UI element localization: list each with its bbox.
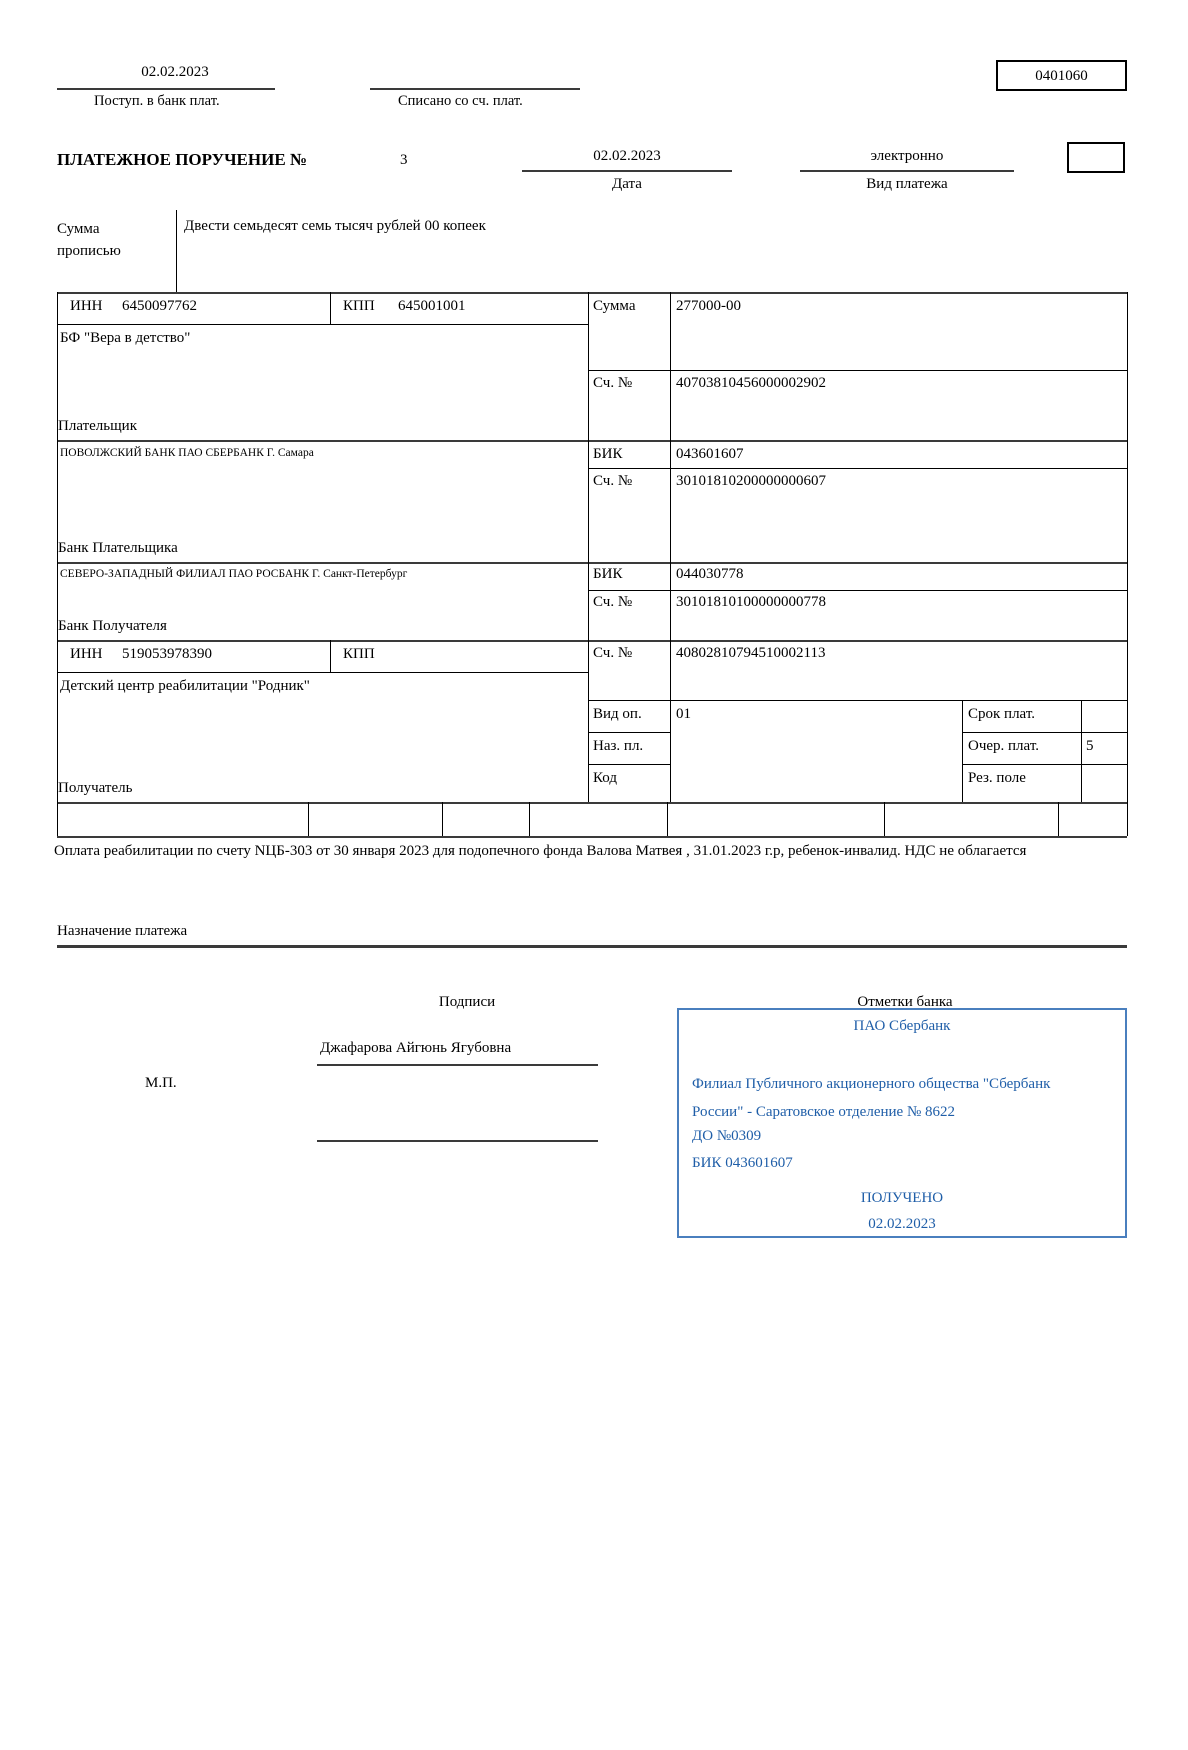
table-border	[57, 640, 1127, 642]
payee-inn-label: ИНН	[70, 646, 103, 662]
payer-bank-account-label: Сч. №	[593, 473, 633, 489]
seal-place-label: М.П.	[145, 1075, 177, 1091]
payment-purpose-line	[57, 945, 1127, 948]
stamp-date: 02.02.2023	[868, 1216, 936, 1232]
due-date-label: Срок плат.	[968, 706, 1036, 722]
payee-bank-bik-value: 044030778	[676, 566, 744, 582]
payment-purpose-text: Оплата реабилитации по счету NЦБ-303 от 30 января 2023 для подопечного фонда Валова Матвея , 31.01.2023 г.р, ребенок-инвалид. НДС не облагается	[54, 843, 1027, 859]
table-border	[670, 292, 671, 802]
extra-field-divider	[442, 802, 443, 836]
payment-kind-label: Вид платежа	[866, 176, 948, 192]
table-border	[57, 836, 1127, 838]
payee-bank-account-value: 30101810100000000778	[676, 594, 826, 610]
payment-kind-line	[800, 170, 1014, 172]
op-kind-label: Вид оп.	[593, 706, 642, 722]
payee-kpp-label: КПП	[343, 646, 375, 662]
payee-inn-value: 519053978390	[122, 646, 212, 662]
extra-field-divider	[529, 802, 530, 836]
payee-bank-bik-label: БИК	[593, 566, 623, 582]
document-title: ПЛАТЕЖНОЕ ПОРУЧЕНИЕ №	[57, 150, 308, 169]
stamp-branch: Филиал Публичного акционерного общества "Сбербанк России" - Саратовское отделение № 8622	[692, 1076, 1051, 1120]
signature-line-2	[317, 1140, 598, 1142]
signature-line-1	[317, 1064, 598, 1066]
received-in-bank-date: 02.02.2023	[141, 64, 209, 80]
debited-label: Списано со сч. плат.	[398, 93, 523, 109]
payer-bank-name: ПОВОЛЖСКИЙ БАНК ПАО СБЕРБАНК Г. Самара	[60, 447, 314, 459]
payer-inn-label: ИНН	[70, 298, 103, 314]
priority-label: Очер. плат.	[968, 738, 1039, 754]
payer-bank-account-value: 30101810200000000607	[676, 473, 826, 489]
priority-value: 5	[1086, 738, 1094, 754]
payer-bank-bik-label: БИК	[593, 446, 623, 462]
signer-name: Джафарова Айгюнь Ягубовна	[320, 1040, 512, 1056]
payee-account-label: Сч. №	[593, 645, 633, 661]
received-in-bank-line	[57, 88, 275, 90]
payee-bank-name: СЕВЕРО-ЗАПАДНЫЙ ФИЛИАЛ ПАО РОСБАНК Г. Санкт-Петербург	[60, 568, 408, 580]
table-border	[57, 440, 1127, 442]
date-line	[522, 170, 732, 172]
table-border	[330, 640, 331, 672]
document-date: 02.02.2023	[593, 148, 661, 164]
form-code-box: 0401060	[996, 60, 1127, 91]
payee-label: Получатель	[58, 780, 133, 796]
payment-kind-value: электронно	[870, 148, 944, 164]
table-border	[57, 292, 58, 836]
table-border	[57, 292, 1127, 294]
extra-field-divider	[308, 802, 309, 836]
payer-label: Плательщик	[58, 418, 137, 434]
sum-value: 277000-00	[676, 298, 741, 314]
table-border	[57, 802, 1127, 804]
received-in-bank-label: Поступ. в банк плат.	[94, 93, 220, 109]
table-border	[588, 292, 589, 802]
table-border	[588, 468, 1127, 469]
payer-kpp-label: КПП	[343, 298, 375, 314]
amount-words-divider	[176, 210, 177, 292]
payee-bank-account-label: Сч. №	[593, 594, 633, 610]
payment-type-checkbox	[1067, 142, 1125, 173]
amount-words-value: Двести семьдесят семь тысяч рублей 00 копеек	[184, 218, 486, 234]
table-border	[57, 672, 588, 673]
table-border	[588, 590, 1127, 591]
payer-bank-bik-value: 043601607	[676, 446, 744, 462]
date-label: Дата	[612, 176, 642, 192]
table-border	[588, 732, 670, 733]
amount-words-label: Сумма прописью	[57, 221, 121, 259]
payer-name: БФ "Вера в детство"	[60, 330, 191, 346]
table-border	[330, 292, 331, 324]
bank-marks-title: Отметки банка	[857, 994, 953, 1010]
table-border	[962, 732, 1127, 733]
payee-name: Детский центр реабилитации "Родник"	[60, 678, 310, 694]
extra-field-divider	[667, 802, 668, 836]
payment-purpose-label: Назначение платежа	[57, 923, 188, 939]
payer-account-label: Сч. №	[593, 375, 633, 391]
payer-kpp-value: 645001001	[398, 298, 466, 314]
extra-field-divider	[1058, 802, 1059, 836]
table-border	[588, 370, 1127, 371]
table-border	[1127, 292, 1128, 836]
table-border	[588, 764, 670, 765]
debited-line	[370, 88, 580, 90]
extra-field-divider	[884, 802, 885, 836]
payee-account-value: 40802810794510002113	[676, 645, 826, 661]
sum-label: Сумма	[593, 298, 636, 314]
op-kind-value: 01	[676, 706, 691, 722]
code-label: Код	[593, 770, 617, 786]
purpose-code-label: Наз. пл.	[593, 738, 644, 754]
table-border	[588, 700, 1127, 701]
table-border	[962, 700, 963, 802]
stamp-status: ПОЛУЧЕНО	[860, 1190, 944, 1206]
payer-bank-label: Банк Плательщика	[58, 540, 178, 556]
table-border	[1081, 700, 1082, 802]
reserve-field-label: Рез. поле	[968, 770, 1026, 786]
document-number: 3	[400, 152, 408, 168]
table-border	[57, 324, 588, 325]
stamp-office: ДО №0309	[692, 1128, 762, 1144]
payee-bank-label: Банк Получателя	[58, 618, 167, 634]
payer-inn-value: 6450097762	[122, 298, 197, 314]
table-border	[57, 562, 1127, 564]
table-border	[962, 764, 1127, 765]
payer-account-value: 40703810456000002902	[676, 375, 826, 391]
stamp-bik: БИК 043601607	[692, 1155, 793, 1171]
signatures-title: Подписи	[438, 994, 496, 1010]
stamp-bank-name: ПАО Сбербанк	[853, 1018, 951, 1034]
